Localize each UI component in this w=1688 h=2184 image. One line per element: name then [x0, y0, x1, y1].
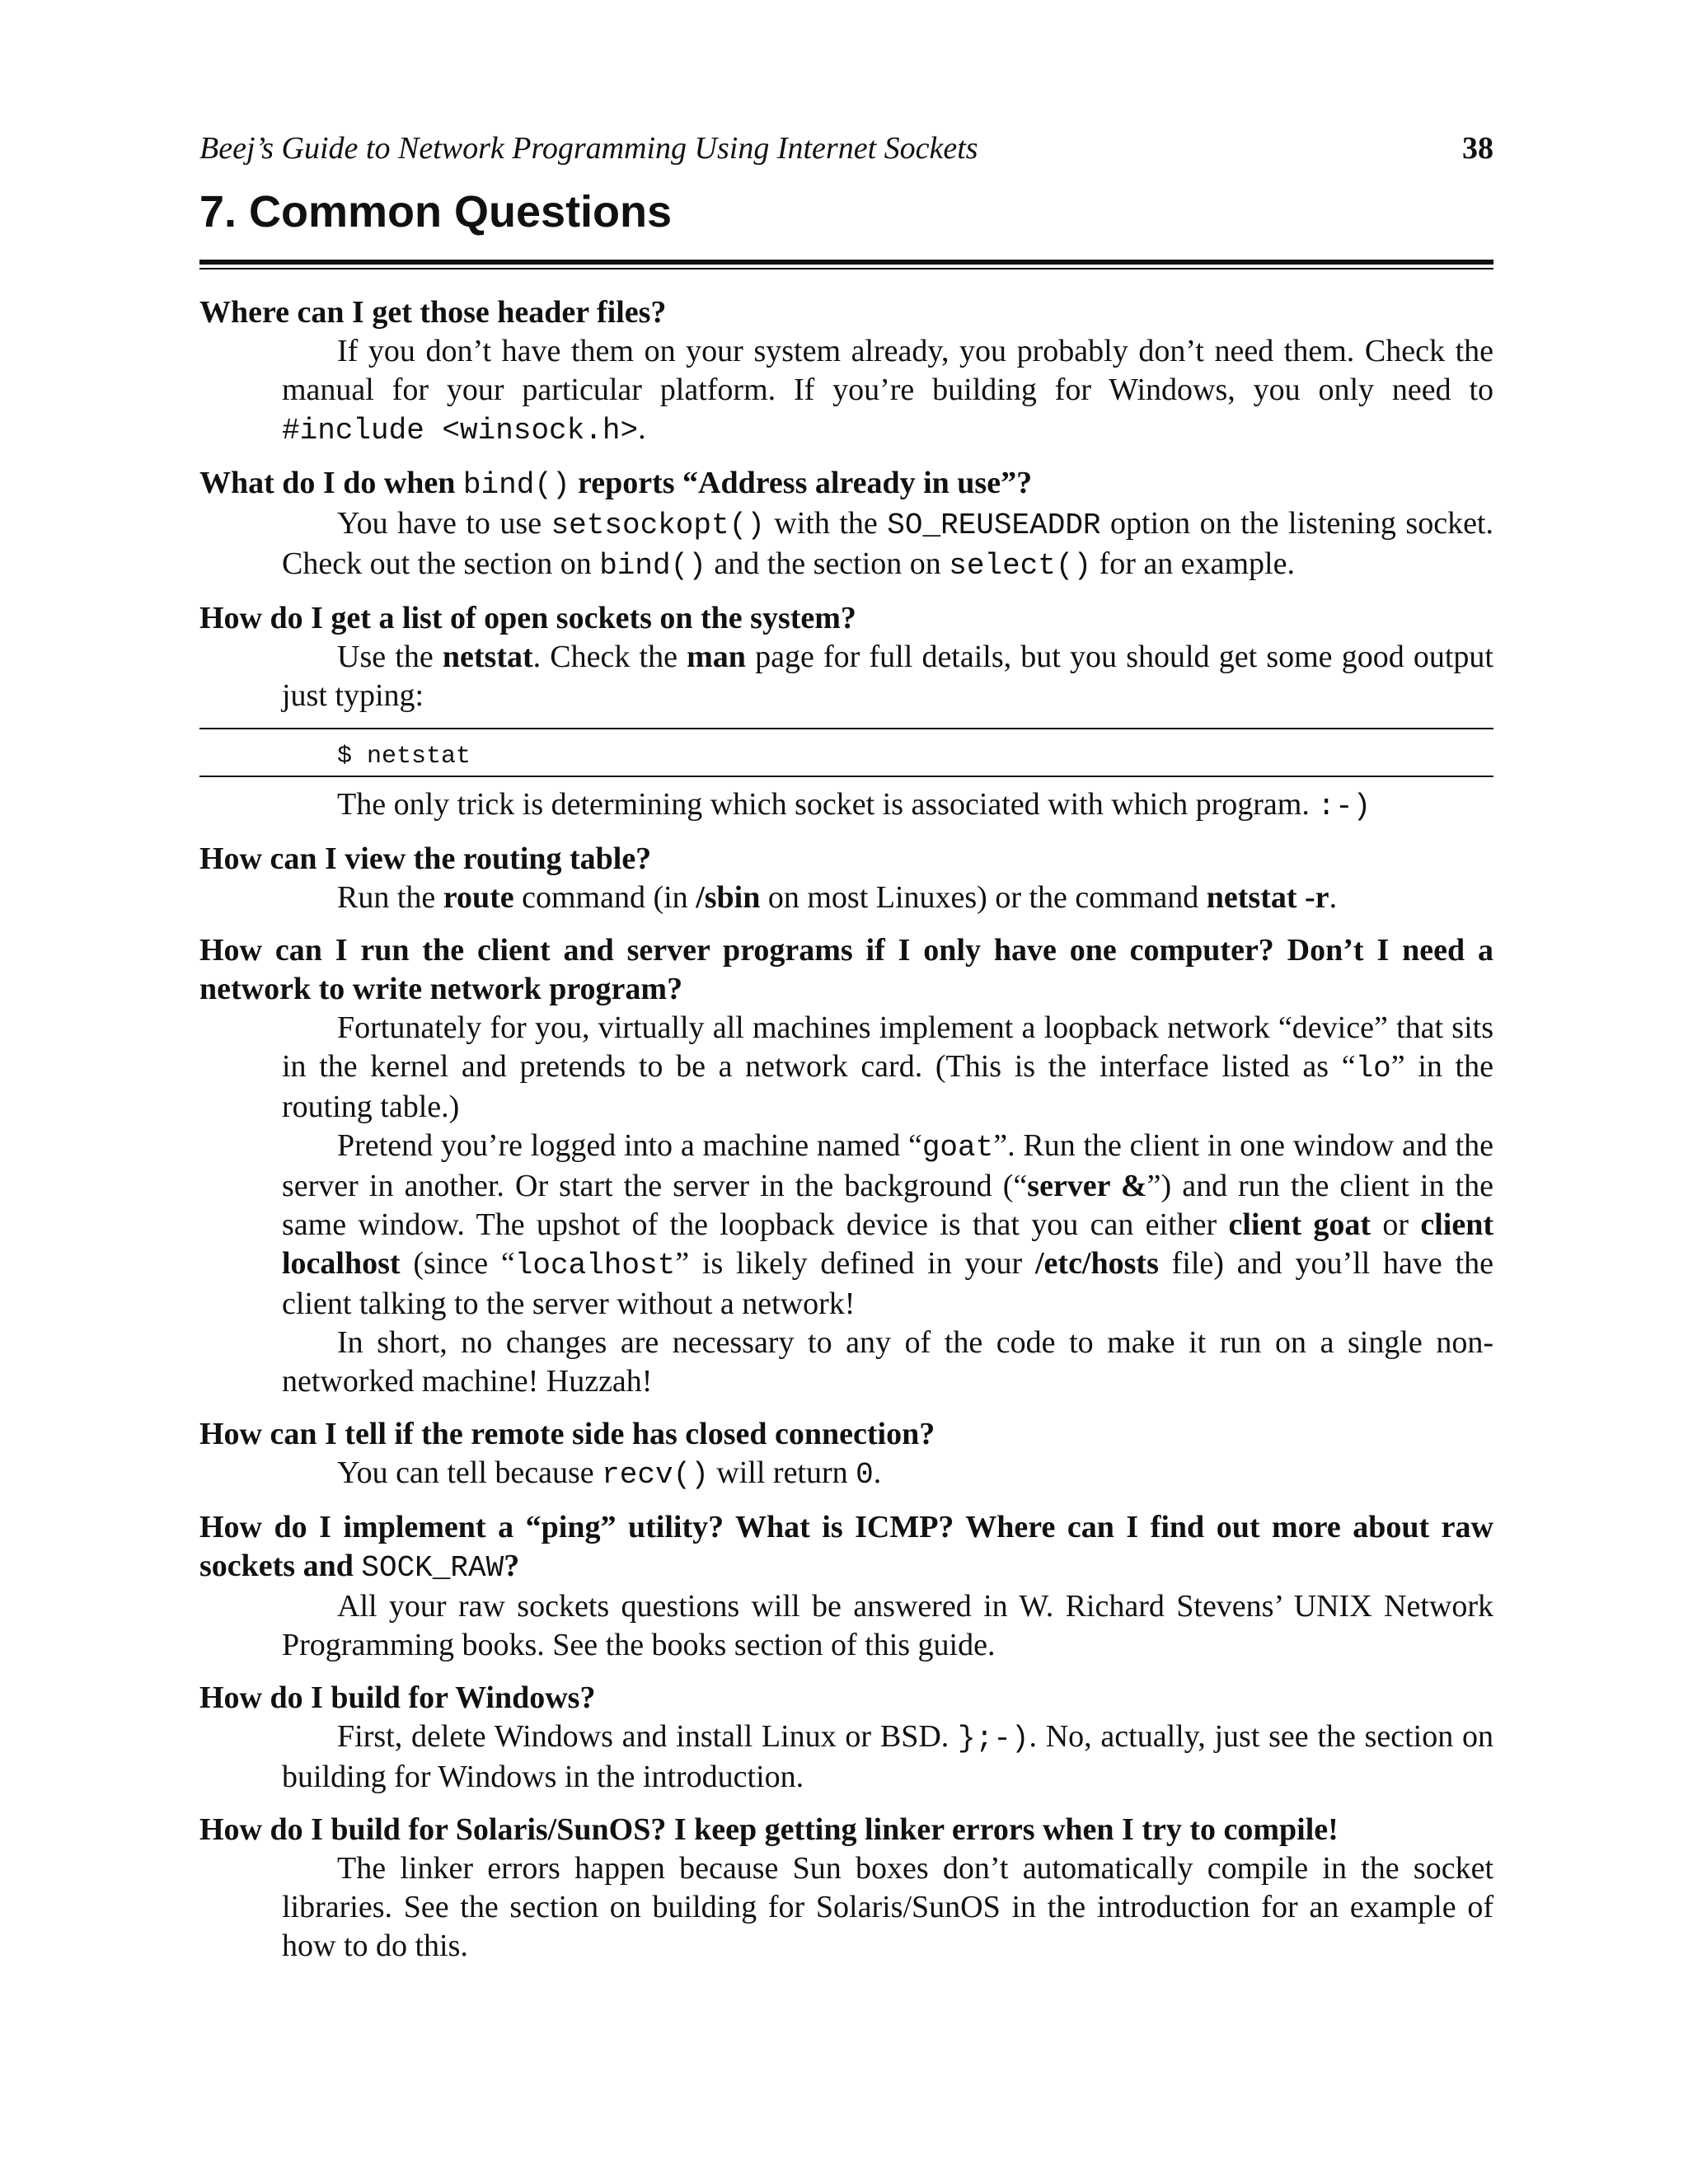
answer-text: (since “ [400, 1246, 515, 1281]
faq-question [199, 1508, 1493, 1587]
answer-text: The linker errors happen because Sun boxes don’t automatically compile in the socket libraries. See the section on building for Solaris/SunOS in the introduction for an example of how to do this. [282, 1851, 1493, 1963]
faq-answer [282, 504, 1493, 585]
faq-question: How can I run the client and server programs if I only have one computer? Don’t I need a network to write network program? [199, 933, 1493, 1006]
inline-code: SO_REUSEADDR [887, 509, 1101, 542]
command-name: man [687, 640, 746, 674]
command-name: netstat -r [1206, 880, 1329, 915]
question-text: What do I do when [199, 466, 463, 500]
command-name: client goat [1228, 1207, 1372, 1242]
command-name: route [443, 880, 514, 915]
faq-answer [282, 879, 1493, 917]
question-text: reports “Address already in use”? [570, 466, 1033, 500]
inline-code: 0 [856, 1458, 874, 1492]
faq-answer [282, 332, 1493, 450]
answer-text: . Check the [532, 640, 687, 674]
command-name: client localhost [282, 1207, 1493, 1281]
path-name: /sbin [696, 880, 761, 915]
answer-text: or [1371, 1207, 1421, 1242]
faq-item-closed-connection [199, 1415, 1493, 1494]
answer-paragraph [282, 1127, 1493, 1324]
answer-text: If you don’t have them on your system already, you probably don’t need them. Check the manual for your particular platform. If you’re building for Windows, you only need to [282, 334, 1493, 407]
inline-code: bind() [599, 549, 706, 583]
page-number: 38 [1462, 131, 1493, 166]
answer-text: All your raw sockets questions will be answered in W. Richard Stevens’ UNIX Network Programming books. See the books section of this guide. [282, 1589, 1493, 1662]
answer-text: Pretend you’re logged into a machine named “ [337, 1128, 922, 1163]
answer-paragraph: In short, no changes are necessary to any of the code to make it run on a single non-networked machine! Huzzah! [282, 1325, 1493, 1399]
answer-text: . [873, 1455, 882, 1490]
faq-item-header-files [199, 293, 1493, 450]
question-text: How do I implement a “ping” utility? What is ICMP? Where can I find out more about raw sockets and [199, 1510, 1493, 1583]
answer-text: ” in the routing table.) [282, 1049, 1493, 1124]
title-rule-thick [199, 260, 1493, 265]
answer-text: page for full details, but you should get some good output just typing: [282, 640, 1493, 713]
faq-content [199, 293, 1493, 1980]
code-block [199, 728, 1493, 777]
faq-answer-continued [337, 785, 1493, 826]
answer-text: . No, actually, just see the section on building for Windows in the introduction. [282, 1719, 1493, 1794]
inline-code: :-) [1317, 790, 1372, 823]
running-header [199, 130, 1493, 171]
answer-text: ” is likely defined in your [675, 1246, 1035, 1281]
faq-answer [282, 1587, 1493, 1665]
answer-text: on most Linuxes) or the command [760, 880, 1207, 915]
answer-paragraph [282, 1009, 1493, 1127]
faq-item-address-in-use [199, 464, 1493, 585]
faq-item-solaris [199, 1811, 1493, 1966]
running-title: Beej’s Guide to Network Programming Using Internet Sockets [199, 131, 978, 166]
answer-text: First, delete Windows and install Linux or BSD. [337, 1719, 959, 1754]
faq-question: How can I view the routing table? [199, 841, 652, 876]
faq-question: How can I tell if the remote side has closed connection? [199, 1417, 935, 1451]
faq-question [199, 464, 1493, 504]
answer-text: Fortunately for you, virtually all machines implement a loopback network “device” that sits in the kernel and pretends to be a network card. (This is the interface listed as “ [282, 1010, 1493, 1084]
answer-text: for an example. [1091, 546, 1295, 581]
faq-question: How do I build for Windows? [199, 1680, 596, 1715]
inline-code: select() [949, 549, 1092, 583]
faq-item-routing-table [199, 840, 1493, 917]
answer-text: The only trick is determining which socket is associated with which program. [337, 787, 1318, 822]
inline-code: lo [1355, 1052, 1391, 1085]
faq-question: How do I get a list of open sockets on the system? [199, 601, 856, 635]
path-name: /etc/hosts [1034, 1246, 1159, 1281]
code-line: $ netstat [337, 743, 471, 771]
inline-code: bind() [462, 468, 570, 502]
inline-code: #include <winsock.h> [282, 414, 639, 448]
inline-code: };-) [958, 1722, 1029, 1755]
inline-code: localhost [514, 1249, 676, 1282]
answer-text: command (in [513, 880, 696, 915]
answer-text: option on the listening socket. Check out the section on [282, 506, 1493, 581]
faq-answer [282, 1454, 1493, 1494]
faq-answer [282, 1718, 1493, 1797]
answer-text: and the section on [706, 546, 950, 581]
answer-text: You have to use [337, 506, 551, 541]
faq-question: How do I build for Solaris/SunOS? I keep getting linker errors when I try to compile! [199, 1812, 1339, 1847]
answer-text: Use the [337, 640, 443, 674]
answer-text: . [638, 411, 646, 446]
faq-item-open-sockets [199, 599, 1493, 826]
faq-answer [282, 638, 1493, 715]
inline-code: SOCK_RAW [361, 1551, 504, 1585]
answer-text: Run the [337, 880, 443, 915]
faq-answer [282, 1849, 1493, 1966]
answer-text: file) and you’ll have the client talking to the server without a network! [282, 1246, 1493, 1321]
command-name: server & [1027, 1169, 1147, 1203]
answer-text: ”. Run the client in one window and the server in another. Or start the server in the background (“ [282, 1128, 1493, 1203]
inline-code: recv() [602, 1458, 709, 1492]
answer-text: ”) and run the client in the same window. The upshot of the loopback device is that you can either [282, 1169, 1493, 1242]
faq-item-windows [199, 1679, 1493, 1797]
answer-text: will return [708, 1455, 856, 1490]
faq-answer [282, 1009, 1493, 1401]
question-text: ? [504, 1549, 520, 1583]
faq-question: Where can I get those header files? [199, 295, 667, 330]
faq-item-one-computer [199, 931, 1493, 1401]
command-name: netstat [442, 640, 533, 674]
inline-code: goat [921, 1131, 994, 1165]
answer-text: with the [764, 506, 888, 541]
answer-text: You can tell because [337, 1455, 603, 1490]
title-rule-thin [199, 268, 1493, 269]
answer-text: . [1329, 880, 1338, 915]
chapter-title: 7. Common Questions [199, 187, 673, 237]
inline-code: setsockopt() [551, 509, 765, 542]
faq-item-ping-icmp [199, 1508, 1493, 1665]
